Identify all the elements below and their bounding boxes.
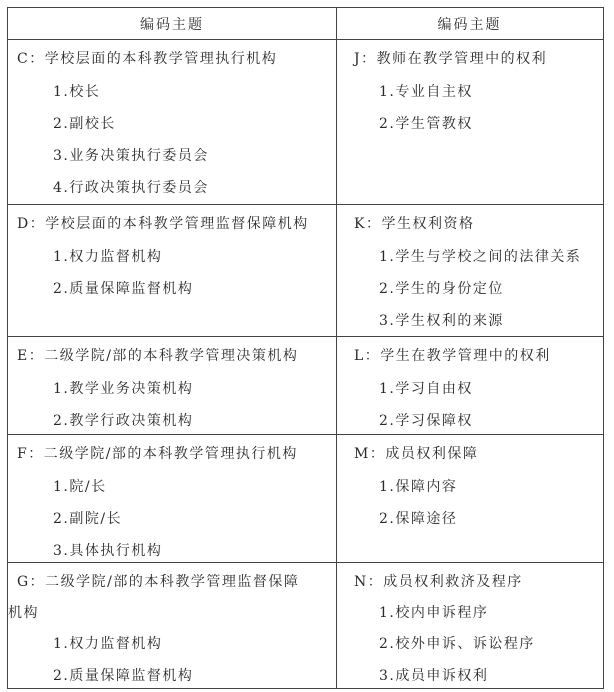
theme-item: 2.质量保障监督机构	[53, 281, 194, 297]
theme-title: L：学生在教学管理中的权利	[354, 348, 551, 364]
theme-cell-right	[337, 563, 603, 688]
table-header	[8, 8, 603, 40]
theme-item: 2.学生的身份定位	[379, 281, 504, 297]
theme-title: E：二级学院/部的本科教学管理决策机构	[17, 348, 299, 364]
theme-item: 1.学生与学校之间的法律关系	[379, 249, 582, 265]
theme-item: 3.成员申诉权利	[379, 668, 489, 684]
theme-item: 2.保障途径	[379, 511, 458, 527]
theme-title: D：学校层面的本科教学管理监督保障机构	[17, 216, 309, 232]
theme-cell-right	[337, 40, 603, 204]
theme-item: 1.教学业务决策机构	[53, 381, 194, 397]
theme-item: 2.教学行政决策机构	[53, 413, 194, 429]
coding-theme-table	[7, 7, 604, 689]
theme-item: 1.权力监督机构	[53, 636, 163, 652]
theme-cell-left	[8, 337, 336, 434]
theme-cell-left	[8, 563, 336, 688]
theme-item: 1.校内申诉程序	[379, 605, 489, 621]
theme-cell-left	[8, 205, 336, 336]
theme-item: 2.学生管教权	[379, 116, 473, 132]
header-left: 编码主题	[140, 16, 204, 33]
theme-item: 3.业务决策执行委员会	[53, 148, 209, 164]
theme-item: 1.专业自主权	[379, 84, 473, 100]
table-row	[8, 337, 603, 435]
theme-item: 1.学习自由权	[379, 381, 473, 397]
theme-title: F：二级学院/部的本科教学管理执行机构	[17, 446, 298, 462]
theme-title: J：教师在教学管理中的权利	[354, 51, 548, 67]
theme-title: N：成员权利救济及程序	[354, 574, 523, 590]
theme-cell-left	[8, 40, 336, 204]
theme-cell-left	[8, 435, 336, 562]
theme-title: K：学生权利资格	[354, 216, 475, 232]
theme-item: 2.质量保障监督机构	[53, 668, 194, 684]
theme-cell-right	[337, 205, 603, 336]
table-row	[8, 563, 603, 688]
theme-item: 1.院/长	[53, 479, 107, 495]
table-row	[8, 435, 603, 563]
theme-item: 4.行政决策执行委员会	[53, 180, 209, 196]
theme-title: C：学校层面的本科教学管理执行机构	[17, 51, 278, 67]
theme-cell-right	[337, 435, 603, 562]
theme-item: 2.副校长	[53, 116, 116, 132]
theme-item: 2.校外申诉、诉讼程序	[379, 636, 535, 652]
theme-title: G：二级学院/部的本科教学管理监督保障	[17, 574, 300, 590]
theme-item: 2.学习保障权	[379, 413, 473, 429]
table-row	[8, 205, 603, 337]
header-right: 编码主题	[437, 16, 502, 33]
theme-item: 3.学生权利的来源	[379, 313, 504, 329]
theme-item: 1.校长	[53, 84, 101, 100]
theme-item: 2.副院/长	[53, 511, 123, 527]
theme-cell-right	[337, 337, 603, 434]
theme-item: 3.具体执行机构	[53, 543, 163, 559]
theme-item: 1.权力监督机构	[53, 249, 163, 265]
table-row	[8, 40, 603, 205]
theme-title: M：成员权利保障	[354, 446, 479, 462]
theme-title-continued: 机构	[8, 605, 39, 621]
theme-item: 1.保障内容	[379, 479, 458, 495]
